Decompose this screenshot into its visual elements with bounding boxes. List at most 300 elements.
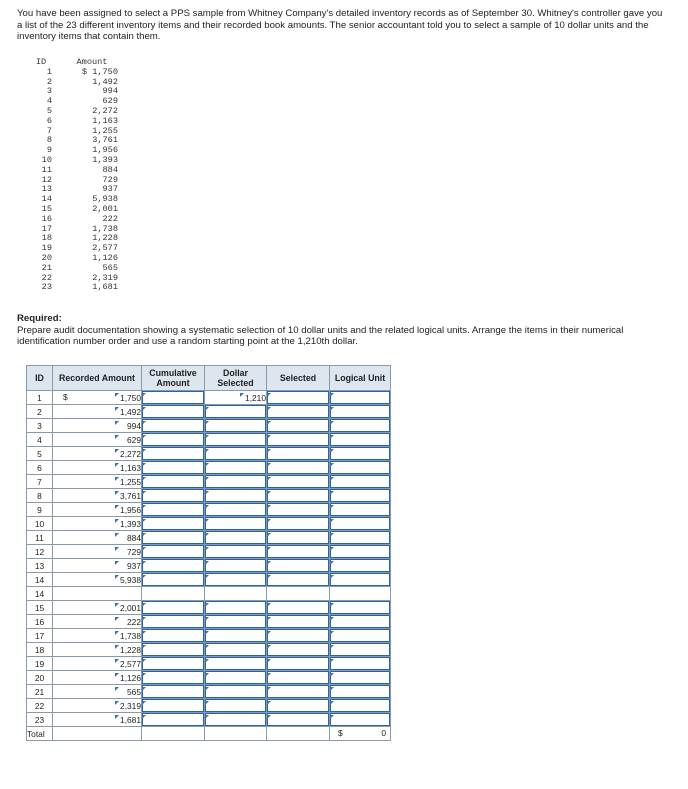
logical-unit-input[interactable] bbox=[330, 657, 391, 671]
source-amount-cell: 1,163 bbox=[92, 115, 118, 126]
cumulative-amount-input[interactable] bbox=[142, 391, 205, 405]
col-header-dollar-selected: Dollar Selected bbox=[205, 366, 267, 391]
worksheet-row bbox=[27, 685, 391, 699]
input-marker-icon bbox=[330, 533, 334, 537]
worksheet-row bbox=[27, 601, 391, 615]
input-marker-icon bbox=[205, 673, 209, 677]
row-id-cell: 3 bbox=[27, 419, 53, 433]
dollar-selected-input[interactable] bbox=[205, 713, 267, 727]
input-marker-icon bbox=[205, 407, 209, 411]
input-marker-icon bbox=[115, 491, 119, 495]
cumulative-amount-input[interactable] bbox=[142, 685, 205, 699]
col-header-id: ID bbox=[27, 366, 53, 391]
input-marker-icon bbox=[115, 477, 119, 481]
input-marker-icon bbox=[330, 449, 334, 453]
source-id-cell: 23 bbox=[41, 282, 52, 293]
cumulative-amount-input[interactable] bbox=[142, 559, 205, 573]
recorded-amount-cell[interactable] bbox=[53, 643, 142, 657]
input-marker-icon bbox=[142, 547, 146, 551]
source-amount-cell: 1,126 bbox=[92, 252, 118, 263]
row-id-cell: 11 bbox=[27, 531, 53, 545]
logical-unit-input[interactable] bbox=[330, 489, 391, 503]
input-marker-icon bbox=[330, 715, 334, 719]
input-marker-icon bbox=[330, 505, 334, 509]
cumulative-amount-input[interactable] bbox=[142, 713, 205, 727]
source-amount-cell: 222 bbox=[102, 213, 118, 224]
source-id-cell: 18 bbox=[41, 233, 52, 244]
recorded-amount-cell[interactable] bbox=[53, 699, 142, 713]
input-marker-icon bbox=[205, 701, 209, 705]
input-marker-icon bbox=[142, 701, 146, 705]
recorded-amount-cell[interactable] bbox=[53, 559, 142, 573]
logical-unit-input[interactable] bbox=[330, 629, 391, 643]
input-marker-icon bbox=[115, 505, 119, 509]
input-marker-icon bbox=[330, 603, 334, 607]
row-id-cell: 14 bbox=[27, 587, 53, 601]
recorded-amount-cell[interactable] bbox=[53, 657, 142, 671]
dollar-selected-input[interactable] bbox=[205, 545, 267, 559]
input-marker-icon bbox=[115, 575, 119, 579]
worksheet-row bbox=[27, 587, 391, 601]
input-marker-icon bbox=[115, 435, 119, 439]
col-header-selected: Selected bbox=[267, 366, 330, 391]
source-amount-cell: 729 bbox=[102, 174, 118, 185]
dollar-selected-input[interactable] bbox=[205, 699, 267, 713]
input-marker-icon bbox=[142, 505, 146, 509]
cumulative-amount-input[interactable] bbox=[142, 699, 205, 713]
selected-input[interactable] bbox=[267, 559, 330, 573]
recorded-amount-cell[interactable] bbox=[53, 601, 142, 615]
cumulative-amount-input[interactable] bbox=[142, 419, 205, 433]
source-id-cell: 12 bbox=[41, 174, 52, 185]
source-id-cell: 21 bbox=[41, 262, 52, 273]
worksheet-row bbox=[27, 433, 391, 447]
dollar-selected-input[interactable] bbox=[205, 573, 267, 587]
logical-unit-input[interactable] bbox=[330, 475, 391, 489]
dollar-selected-input[interactable] bbox=[205, 503, 267, 517]
logical-unit-input[interactable] bbox=[330, 601, 391, 615]
row-id-cell: 12 bbox=[27, 545, 53, 559]
cumulative-amount-input[interactable] bbox=[142, 433, 205, 447]
recorded-amount-cell[interactable] bbox=[53, 685, 142, 699]
cumulative-amount-input[interactable] bbox=[142, 447, 205, 461]
dollar-selected-input[interactable] bbox=[205, 419, 267, 433]
dollar-selected-input[interactable] bbox=[205, 461, 267, 475]
cumulative-amount-input[interactable] bbox=[142, 475, 205, 489]
input-marker-icon bbox=[205, 477, 209, 481]
recorded-amount-cell[interactable] bbox=[53, 419, 142, 433]
input-marker-icon bbox=[267, 645, 271, 649]
source-id-cell: 1 bbox=[46, 66, 52, 77]
dollar-selected-value: 1,210 bbox=[245, 392, 266, 403]
recorded-amount-value: 1,228 bbox=[120, 644, 141, 655]
row-id-cell: 14 bbox=[27, 573, 53, 587]
input-marker-icon bbox=[330, 575, 334, 579]
row-id-cell: 4 bbox=[27, 433, 53, 447]
worksheet-row bbox=[27, 545, 391, 559]
logical-unit-input[interactable] bbox=[330, 643, 391, 657]
dollar-selected-input[interactable] bbox=[205, 447, 267, 461]
dollar-selected-input[interactable] bbox=[205, 405, 267, 419]
input-marker-icon bbox=[267, 435, 271, 439]
input-marker-icon bbox=[267, 687, 271, 691]
dollar-selected-input[interactable] bbox=[205, 685, 267, 699]
input-marker-icon bbox=[142, 673, 146, 677]
selected-input[interactable] bbox=[267, 573, 330, 587]
logical-unit-input[interactable] bbox=[330, 447, 391, 461]
input-marker-icon bbox=[115, 659, 119, 663]
input-marker-icon bbox=[115, 449, 119, 453]
row-id-cell: 7 bbox=[27, 475, 53, 489]
selected-input[interactable] bbox=[267, 615, 330, 629]
row-id-cell: 17 bbox=[27, 629, 53, 643]
input-marker-icon bbox=[205, 421, 209, 425]
recorded-amount-value: 222 bbox=[127, 616, 141, 627]
recorded-amount-cell[interactable] bbox=[53, 517, 142, 531]
selected-input[interactable] bbox=[267, 601, 330, 615]
recorded-amount-cell[interactable] bbox=[53, 433, 142, 447]
source-amount-cell: 937 bbox=[102, 184, 118, 195]
input-marker-icon bbox=[115, 421, 119, 425]
row-id-cell: 18 bbox=[27, 643, 53, 657]
selected-input[interactable] bbox=[267, 461, 330, 475]
input-marker-icon bbox=[142, 477, 146, 481]
input-marker-icon bbox=[267, 617, 271, 621]
pps-worksheet-table bbox=[26, 365, 391, 741]
cumulative-amount-input[interactable] bbox=[142, 545, 205, 559]
worksheet-row bbox=[27, 671, 391, 685]
source-amount-cell: 629 bbox=[102, 96, 118, 107]
worksheet-row bbox=[27, 461, 391, 475]
input-marker-icon bbox=[115, 547, 119, 551]
worksheet-row bbox=[27, 517, 391, 531]
inventory-source-list bbox=[30, 58, 118, 293]
required-section bbox=[17, 313, 677, 348]
input-marker-icon bbox=[205, 491, 209, 495]
input-marker-icon bbox=[330, 631, 334, 635]
source-amount-cell: 1,956 bbox=[92, 145, 118, 156]
input-marker-icon bbox=[330, 463, 334, 467]
recorded-amount-cell[interactable] bbox=[53, 475, 142, 489]
logical-unit-input[interactable] bbox=[330, 559, 391, 573]
dollar-selected-input[interactable] bbox=[205, 671, 267, 685]
input-marker-icon bbox=[205, 505, 209, 509]
source-amount-cell: 1,393 bbox=[92, 154, 118, 165]
recorded-amount-value: 2,319 bbox=[120, 700, 141, 711]
selected-input[interactable] bbox=[267, 405, 330, 419]
logical-unit-input[interactable] bbox=[330, 573, 391, 587]
recorded-amount-cell[interactable] bbox=[53, 461, 142, 475]
dollar-selected-input[interactable] bbox=[205, 517, 267, 531]
logical-unit-input[interactable] bbox=[330, 503, 391, 517]
input-marker-icon bbox=[115, 701, 119, 705]
input-marker-icon bbox=[267, 407, 271, 411]
input-marker-icon bbox=[267, 449, 271, 453]
logical-unit-input[interactable] bbox=[330, 433, 391, 447]
logical-unit-input[interactable] bbox=[330, 671, 391, 685]
selected-input[interactable] bbox=[267, 699, 330, 713]
logical-unit-input[interactable] bbox=[330, 531, 391, 545]
source-amount-cell: 884 bbox=[102, 164, 118, 175]
source-amount-header: Amount bbox=[76, 57, 108, 67]
cumulative-amount-input[interactable] bbox=[142, 517, 205, 531]
total-logical-unit-cell bbox=[330, 727, 391, 741]
recorded-amount-cell[interactable] bbox=[53, 615, 142, 629]
selected-input[interactable] bbox=[267, 489, 330, 503]
recorded-amount-value: 5,938 bbox=[120, 574, 141, 585]
input-marker-icon bbox=[115, 673, 119, 677]
worksheet-row bbox=[27, 573, 391, 587]
worksheet-row bbox=[27, 489, 391, 503]
cumulative-amount-input[interactable] bbox=[142, 573, 205, 587]
selected-input[interactable] bbox=[267, 671, 330, 685]
input-marker-icon bbox=[142, 687, 146, 691]
input-marker-icon bbox=[330, 701, 334, 705]
source-amount-cell: 2,319 bbox=[92, 272, 118, 283]
recorded-amount-value: 3,761 bbox=[120, 490, 141, 501]
input-marker-icon bbox=[115, 687, 119, 691]
logical-unit-input[interactable] bbox=[330, 405, 391, 419]
dollar-selected-input[interactable] bbox=[205, 531, 267, 545]
selected-input[interactable] bbox=[267, 531, 330, 545]
selected-input[interactable] bbox=[267, 503, 330, 517]
cumulative-amount-input[interactable] bbox=[142, 489, 205, 503]
source-id-cell: 9 bbox=[46, 145, 52, 156]
dollar-selected-cell[interactable] bbox=[205, 391, 267, 405]
row-id-cell: 6 bbox=[27, 461, 53, 475]
source-id-cell: 3 bbox=[46, 86, 52, 97]
worksheet-row bbox=[27, 405, 391, 419]
source-amount-cell: 994 bbox=[102, 86, 118, 97]
source-amount-cell: $ 1,750 bbox=[81, 66, 118, 77]
source-amount-cell: 565 bbox=[102, 262, 118, 273]
row-id-cell: 21 bbox=[27, 685, 53, 699]
input-marker-icon bbox=[142, 659, 146, 663]
logical-unit-input[interactable] bbox=[330, 685, 391, 699]
recorded-amount-value: 1,956 bbox=[120, 504, 141, 515]
logical-unit-input[interactable] bbox=[330, 517, 391, 531]
recorded-amount-cell bbox=[53, 587, 142, 601]
input-marker-icon bbox=[330, 617, 334, 621]
input-marker-icon bbox=[267, 505, 271, 509]
worksheet-row bbox=[27, 615, 391, 629]
logical-unit-input[interactable] bbox=[330, 419, 391, 433]
input-marker-icon bbox=[267, 673, 271, 677]
input-marker-icon bbox=[205, 435, 209, 439]
recorded-amount-cell[interactable] bbox=[53, 489, 142, 503]
input-marker-icon bbox=[330, 407, 334, 411]
selected-input[interactable] bbox=[267, 419, 330, 433]
input-marker-icon bbox=[115, 603, 119, 607]
source-amount-cell: 1,255 bbox=[92, 125, 118, 136]
input-marker-icon bbox=[142, 603, 146, 607]
recorded-amount-value: 1,738 bbox=[120, 630, 141, 641]
cumulative-amount-cell bbox=[142, 587, 205, 601]
recorded-amount-value: 1,393 bbox=[120, 518, 141, 529]
row-id-cell: 5 bbox=[27, 447, 53, 461]
source-id-cell: 20 bbox=[41, 252, 52, 263]
recorded-amount-cell[interactable] bbox=[53, 671, 142, 685]
recorded-amount-cell[interactable] bbox=[53, 573, 142, 587]
input-marker-icon bbox=[115, 561, 119, 565]
recorded-amount-value: 1,255 bbox=[120, 476, 141, 487]
cumulative-amount-input[interactable] bbox=[142, 503, 205, 517]
recorded-amount-cell[interactable] bbox=[53, 503, 142, 517]
dollar-selected-input[interactable] bbox=[205, 601, 267, 615]
source-amount-cell: 2,272 bbox=[92, 105, 118, 116]
worksheet-row bbox=[27, 657, 391, 671]
input-marker-icon bbox=[142, 645, 146, 649]
row-id-cell: 8 bbox=[27, 489, 53, 503]
input-marker-icon bbox=[267, 659, 271, 663]
row-id-cell: 19 bbox=[27, 657, 53, 671]
selected-input[interactable] bbox=[267, 517, 330, 531]
cumulative-amount-input[interactable] bbox=[142, 643, 205, 657]
source-id-cell: 13 bbox=[41, 184, 52, 195]
input-marker-icon bbox=[330, 645, 334, 649]
input-marker-icon bbox=[205, 645, 209, 649]
worksheet-row bbox=[27, 629, 391, 643]
source-id-cell: 17 bbox=[41, 223, 52, 234]
row-id-cell: 16 bbox=[27, 615, 53, 629]
worksheet-row bbox=[27, 713, 391, 727]
input-marker-icon bbox=[115, 407, 119, 411]
dollar-selected-input[interactable] bbox=[205, 475, 267, 489]
source-id-cell: 7 bbox=[46, 125, 52, 136]
input-marker-icon bbox=[205, 617, 209, 621]
recorded-amount-cell[interactable] bbox=[53, 713, 142, 727]
recorded-amount-value: 937 bbox=[127, 560, 141, 571]
input-marker-icon bbox=[267, 561, 271, 565]
source-amount-cell: 1,681 bbox=[92, 282, 118, 293]
selected-input[interactable] bbox=[267, 629, 330, 643]
required-instructions: Prepare audit documentation showing a systematic selection of 10 dollar units and the related logical units. Arrange the items in their numerical identification number order and use a random starting point at the 1,210th dollar. bbox=[17, 324, 624, 347]
input-marker-icon bbox=[115, 533, 119, 537]
input-marker-icon bbox=[205, 561, 209, 565]
cumulative-amount-input[interactable] bbox=[142, 461, 205, 475]
row-id-cell: 20 bbox=[27, 671, 53, 685]
selected-input[interactable] bbox=[267, 713, 330, 727]
recorded-amount-cell[interactable] bbox=[53, 447, 142, 461]
cumulative-amount-input[interactable] bbox=[142, 615, 205, 629]
logical-unit-input[interactable] bbox=[330, 545, 391, 559]
input-marker-icon bbox=[267, 393, 271, 397]
selected-input[interactable] bbox=[267, 685, 330, 699]
input-marker-icon bbox=[115, 393, 119, 397]
input-marker-icon bbox=[142, 449, 146, 453]
input-marker-icon bbox=[205, 631, 209, 635]
recorded-amount-value: 1,492 bbox=[120, 406, 141, 417]
total-label: Total bbox=[27, 727, 53, 741]
recorded-amount-cell[interactable] bbox=[53, 391, 142, 405]
recorded-amount-cell[interactable] bbox=[53, 405, 142, 419]
input-marker-icon bbox=[142, 491, 146, 495]
total-recorded-cell bbox=[53, 727, 142, 741]
dollar-selected-input[interactable] bbox=[205, 643, 267, 657]
selected-input[interactable] bbox=[267, 447, 330, 461]
dollar-selected-input[interactable] bbox=[205, 615, 267, 629]
recorded-amount-value: 729 bbox=[127, 546, 141, 557]
input-marker-icon bbox=[115, 715, 119, 719]
cumulative-amount-input[interactable] bbox=[142, 531, 205, 545]
recorded-amount-cell[interactable] bbox=[53, 531, 142, 545]
worksheet-row bbox=[27, 643, 391, 657]
dollar-selected-input[interactable] bbox=[205, 629, 267, 643]
input-marker-icon bbox=[205, 575, 209, 579]
selected-input[interactable] bbox=[267, 475, 330, 489]
col-header-cumulative-amount: Cumulative Amount bbox=[142, 366, 205, 391]
cumulative-amount-input[interactable] bbox=[142, 405, 205, 419]
input-marker-icon bbox=[267, 491, 271, 495]
selected-input[interactable] bbox=[267, 433, 330, 447]
source-amount-cell: 5,938 bbox=[92, 194, 118, 205]
input-marker-icon bbox=[115, 645, 119, 649]
recorded-amount-value: 994 bbox=[127, 420, 141, 431]
input-marker-icon bbox=[205, 449, 209, 453]
recorded-amount-value: 629 bbox=[127, 434, 141, 445]
logical-unit-input[interactable] bbox=[330, 615, 391, 629]
input-marker-icon bbox=[330, 435, 334, 439]
worksheet-row bbox=[27, 559, 391, 573]
input-marker-icon bbox=[330, 547, 334, 551]
input-marker-icon bbox=[142, 421, 146, 425]
source-id-cell: 6 bbox=[46, 115, 52, 126]
input-marker-icon bbox=[205, 519, 209, 523]
source-amount-cell: 2,001 bbox=[92, 203, 118, 214]
cumulative-amount-input[interactable] bbox=[142, 629, 205, 643]
selected-cell bbox=[267, 587, 330, 601]
source-id-cell: 16 bbox=[41, 213, 52, 224]
input-marker-icon bbox=[142, 533, 146, 537]
input-marker-icon bbox=[142, 631, 146, 635]
dollar-selected-input[interactable] bbox=[205, 489, 267, 503]
logical-unit-input[interactable] bbox=[330, 461, 391, 475]
dollar-selected-input[interactable] bbox=[205, 433, 267, 447]
input-marker-icon bbox=[267, 421, 271, 425]
cumulative-amount-input[interactable] bbox=[142, 601, 205, 615]
source-amount-cell: 1,228 bbox=[92, 233, 118, 244]
recorded-amount-cell[interactable] bbox=[53, 545, 142, 559]
dollar-selected-input[interactable] bbox=[205, 657, 267, 671]
dollar-selected-cell bbox=[205, 587, 267, 601]
recorded-amount-cell[interactable] bbox=[53, 629, 142, 643]
input-marker-icon bbox=[267, 701, 271, 705]
source-id-cell: 11 bbox=[41, 164, 52, 175]
recorded-amount-value: 2,577 bbox=[120, 658, 141, 669]
input-marker-icon bbox=[142, 715, 146, 719]
row-id-cell: 9 bbox=[27, 503, 53, 517]
selected-input[interactable] bbox=[267, 643, 330, 657]
logical-unit-input[interactable] bbox=[330, 699, 391, 713]
input-marker-icon bbox=[330, 687, 334, 691]
selected-input[interactable] bbox=[267, 391, 330, 405]
row-id-cell: 22 bbox=[27, 699, 53, 713]
input-marker-icon bbox=[142, 519, 146, 523]
cumulative-amount-input[interactable] bbox=[142, 671, 205, 685]
required-heading: Required: bbox=[17, 313, 62, 324]
input-marker-icon bbox=[142, 435, 146, 439]
selected-input[interactable] bbox=[267, 657, 330, 671]
logical-unit-input[interactable] bbox=[330, 391, 391, 405]
logical-unit-input[interactable] bbox=[330, 713, 391, 727]
source-id-cell: 10 bbox=[41, 154, 52, 165]
worksheet-row bbox=[27, 391, 391, 405]
input-marker-icon bbox=[205, 463, 209, 467]
dollar-selected-input[interactable] bbox=[205, 559, 267, 573]
selected-input[interactable] bbox=[267, 545, 330, 559]
source-id-cell: 14 bbox=[41, 194, 52, 205]
cumulative-amount-input[interactable] bbox=[142, 657, 205, 671]
